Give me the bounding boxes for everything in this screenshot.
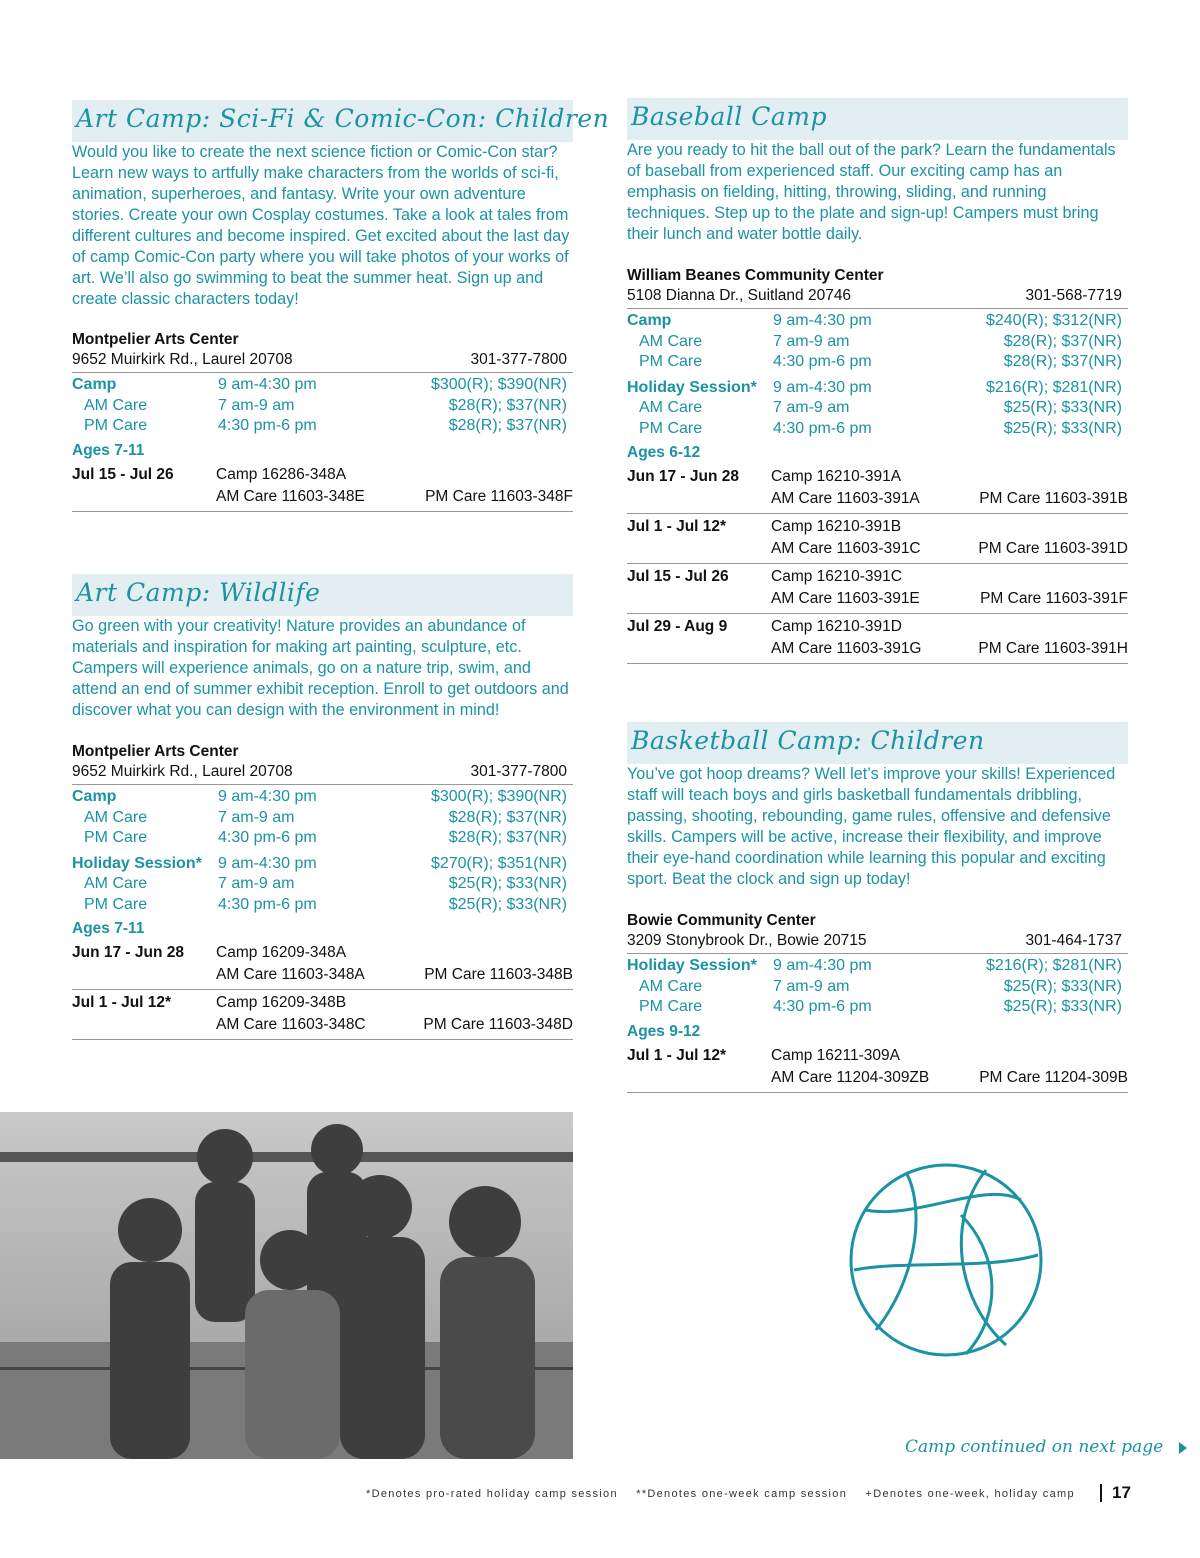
section-title-bar xyxy=(627,98,1128,140)
rate-label: AM Care xyxy=(639,977,703,995)
session-row xyxy=(627,514,1128,564)
session-camp-code: Camp 16210-391A xyxy=(771,468,902,485)
section-art-wildlife xyxy=(72,574,573,1040)
session-am-code: AM Care 11204-309ZB xyxy=(771,1068,930,1086)
session-am-code: AM Care 11603-348C xyxy=(216,1016,366,1033)
rate-label: PM Care xyxy=(639,353,703,370)
session-camp-code: Camp 16209-348B xyxy=(216,994,347,1011)
venue-address-line xyxy=(72,762,573,785)
venue-phone: 301-377-7800 xyxy=(470,351,567,368)
basketball-icon xyxy=(846,1160,1046,1360)
footnote: +Denotes one-week, holiday camp xyxy=(865,1488,1075,1500)
venue-phone: 301-568-7719 xyxy=(1025,287,1122,304)
rate-price: $240(R); $312(NR) xyxy=(985,312,1122,329)
venue-name: Montpelier Arts Center xyxy=(72,331,239,348)
rate-price: $25(R); $33(NR) xyxy=(1003,977,1122,995)
session-dates: Jul 29 - Aug 9 xyxy=(627,618,728,635)
rate-time: 7 am-9 am xyxy=(773,399,850,416)
ages-label: Ages 7-11 xyxy=(72,920,145,937)
rate-time: 4:30 pm-6 pm xyxy=(773,353,872,370)
rate-label: Holiday Session* xyxy=(627,957,757,974)
section-art-scifi xyxy=(72,100,610,512)
rate-row xyxy=(72,895,573,916)
rate-time: 9 am-4:30 pm xyxy=(773,312,872,329)
session-am-code: AM Care 11603-391C xyxy=(771,540,921,557)
session-dates: Jun 17 - Jun 28 xyxy=(627,468,739,485)
session-dates: Jun 17 - Jun 28 xyxy=(72,944,184,961)
ages-label: Ages 6-12 xyxy=(627,444,701,461)
rate-label: AM Care xyxy=(639,332,703,350)
triangle-right-icon xyxy=(1179,1442,1187,1454)
rate-price: $216(R); $281(NR) xyxy=(985,957,1122,974)
rate-row xyxy=(72,375,573,396)
rate-label: PM Care xyxy=(639,998,703,1015)
session-row xyxy=(627,564,1128,614)
rate-row xyxy=(627,352,1128,373)
session-am-code: AM Care 11603-391G xyxy=(771,640,922,657)
section-title: Art Camp: Sci-Fi & Comic-Con: Children xyxy=(76,104,610,133)
venue-address: 5108 Dianna Dr., Suitland 20746 xyxy=(627,287,852,304)
session-dates: Jul 1 - Jul 12* xyxy=(627,518,727,535)
rate-row xyxy=(627,311,1128,332)
rate-time: 9 am-4:30 pm xyxy=(218,788,317,805)
venue-name: Montpelier Arts Center xyxy=(72,743,239,760)
rate-label: Holiday Session* xyxy=(627,378,757,396)
session-row xyxy=(627,614,1128,664)
rate-price: $28(R); $37(NR) xyxy=(448,417,567,434)
rate-row xyxy=(72,416,573,437)
rate-price: $300(R); $390(NR) xyxy=(430,376,567,393)
session-row xyxy=(627,1043,1128,1093)
section-title-bar xyxy=(627,722,1128,764)
rates-table xyxy=(72,787,573,915)
venue-address: 9652 Muirkirk Rd., Laurel 20708 xyxy=(72,763,293,780)
rate-price: $216(R); $281(NR) xyxy=(985,378,1122,396)
venue-name: Bowie Community Center xyxy=(627,912,816,929)
session-am-code: AM Care 11603-348A xyxy=(216,966,365,983)
session-pm-code: PM Care 11603-391F xyxy=(980,590,1128,607)
rate-time: 4:30 pm-6 pm xyxy=(218,417,317,434)
venue-phone: 301-464-1737 xyxy=(1025,932,1122,949)
session-dates: Jul 15 - Jul 26 xyxy=(627,568,729,585)
rate-time: 4:30 pm-6 pm xyxy=(773,419,872,437)
rate-price: $25(R); $33(NR) xyxy=(1003,399,1122,416)
campers-photo xyxy=(0,1112,573,1459)
rate-price: $28(R); $37(NR) xyxy=(1003,332,1122,350)
venue-name: William Beanes Community Center xyxy=(627,267,884,284)
rate-row xyxy=(627,997,1128,1018)
section-description: Are you ready to hit the ball out of the park? Learn the fundamentals of baseball from experienced staff. Our exciting camp has an emphasis on fielding, hitting, throwing, sliding, and running techniques. Step up to the plate and sign-up! Campers must bring their lunch and water bottle daily. xyxy=(627,141,1116,243)
rate-time: 4:30 pm-6 pm xyxy=(773,998,872,1015)
rate-label: AM Care xyxy=(84,808,148,826)
rates-table xyxy=(627,311,1128,439)
rate-time: 7 am-9 am xyxy=(218,808,295,826)
section-title-bar xyxy=(72,100,610,142)
rate-label: Camp xyxy=(72,788,117,805)
rate-label: AM Care xyxy=(84,396,148,414)
rate-label: PM Care xyxy=(84,829,148,846)
session-dates: Jul 1 - Jul 12* xyxy=(72,994,172,1011)
session-camp-code: Camp 16210-391B xyxy=(771,518,902,535)
footnote: *Denotes pro-rated holiday camp session xyxy=(366,1488,618,1500)
rate-row xyxy=(72,787,573,808)
rate-time: 9 am-4:30 pm xyxy=(773,957,872,974)
continued-text: Camp continued on next page xyxy=(905,1437,1164,1457)
rate-row xyxy=(627,977,1128,998)
session-camp-code: Camp 16210-391D xyxy=(771,618,902,635)
section-description: Go green with your creativity! Nature provides an abundance of materials and inspiration for making art painting, sculpture, etc. Campers will experience animals, go on a nature trip, swim, and attend an end of summer exhibit reception. Enroll to get outdoors and discover what you can design with the environment in mind! xyxy=(72,617,569,719)
campers-photo-graphic xyxy=(0,1112,573,1459)
rate-price: $28(R); $37(NR) xyxy=(448,808,567,826)
rate-row xyxy=(627,378,1128,399)
venue-address-line xyxy=(72,350,573,373)
section-title-bar xyxy=(72,574,573,616)
rate-time: 9 am-4:30 pm xyxy=(773,378,872,396)
rate-price: $25(R); $33(NR) xyxy=(1003,998,1122,1015)
session-row xyxy=(72,990,573,1040)
session-pm-code: PM Care 11204-309B xyxy=(979,1068,1128,1086)
rate-time: 4:30 pm-6 pm xyxy=(218,829,317,846)
session-dates: Jul 15 - Jul 26 xyxy=(72,465,174,483)
session-pm-code: PM Care 11603-391D xyxy=(978,540,1128,557)
session-am-code: AM Care 11603-391E xyxy=(771,590,920,607)
rate-price: $25(R); $33(NR) xyxy=(448,895,567,913)
section-description: You’ve got hoop dreams? Well let’s improve your skills! Experienced staff will teach boys and girls basketball fundamentals dribbling, passing, shooting, rebounding, game rules, offensive and defensive skills. Campers will be active, increase their flexibility, and improve their eye-hand coordination while learning this popular and exciting sport. Beat the clock and sign up today! xyxy=(627,765,1116,888)
rate-label: PM Care xyxy=(84,417,148,434)
rate-row xyxy=(627,398,1128,419)
rate-row xyxy=(72,808,573,829)
rate-price: $28(R); $37(NR) xyxy=(448,396,567,414)
ages-label: Ages 7-11 xyxy=(72,441,145,459)
section-title: Art Camp: Wildlife xyxy=(76,578,321,607)
rate-row xyxy=(72,828,573,849)
session-row xyxy=(72,940,573,990)
page-number: 17 xyxy=(1100,1484,1131,1502)
session-camp-code: Camp 16286-348A xyxy=(216,465,347,483)
rate-time: 7 am-9 am xyxy=(773,332,850,350)
rate-time: 4:30 pm-6 pm xyxy=(218,895,317,913)
rate-row xyxy=(627,419,1128,440)
rate-price: $28(R); $37(NR) xyxy=(1003,353,1122,370)
section-title: Baseball Camp xyxy=(631,102,827,131)
rate-time: 7 am-9 am xyxy=(773,977,850,995)
section-basketball xyxy=(627,722,1128,1093)
venue-address: 9652 Muirkirk Rd., Laurel 20708 xyxy=(72,351,293,368)
rate-label: Camp xyxy=(72,376,117,393)
session-camp-code: Camp 16211-309A xyxy=(771,1046,900,1064)
rate-price: $300(R); $390(NR) xyxy=(430,788,567,805)
rate-time: 7 am-9 am xyxy=(218,396,295,414)
session-row xyxy=(72,462,573,512)
section-baseball xyxy=(627,98,1128,664)
rates-table xyxy=(72,375,573,437)
rate-label: PM Care xyxy=(639,419,703,437)
session-camp-code: Camp 16209-348A xyxy=(216,944,347,961)
venue-address-line xyxy=(627,931,1128,954)
rate-price: $25(R); $33(NR) xyxy=(448,875,567,892)
session-camp-code: Camp 16210-391C xyxy=(771,568,902,585)
rate-time: 7 am-9 am xyxy=(218,875,295,892)
rate-label: Holiday Session* xyxy=(72,854,202,872)
rates-table xyxy=(627,956,1128,1018)
session-pm-code: PM Care 11603-348D xyxy=(423,1016,573,1033)
session-pm-code: PM Care 11603-391H xyxy=(978,640,1128,657)
session-pm-code: PM Care 11603-391B xyxy=(979,490,1128,507)
session-pm-code: PM Care 11603-348B xyxy=(424,966,573,983)
section-description: Would you like to create the next science fiction or Comic-Con star? Learn new ways to artfully make characters from the worlds of sci-fi, animation, superheroes, and fantasy. Write your own adventure stories. Create your own Cosplay costumes. Take a look at tales from different cultures and become inspired. Get excited about the last day of camp Comic-Con party where you will take photos of your works of art. We’ll also go swimming to beat the summer heat. Sign up and create classic characters today! xyxy=(72,143,570,308)
rate-row xyxy=(627,332,1128,353)
rate-label: AM Care xyxy=(639,399,703,416)
continued-note xyxy=(905,1437,1187,1457)
session-dates: Jul 1 - Jul 12* xyxy=(627,1046,727,1064)
ages-label: Ages 9-12 xyxy=(627,1022,701,1040)
rate-price: $270(R); $351(NR) xyxy=(430,854,567,872)
session-am-code: AM Care 11603-391A xyxy=(771,490,920,507)
section-title: Basketball Camp: Children xyxy=(631,726,985,755)
rate-row xyxy=(72,396,573,417)
footnote: **Denotes one-week camp session xyxy=(636,1488,848,1500)
venue-address-line xyxy=(627,286,1128,309)
rate-label: PM Care xyxy=(84,895,148,913)
footnotes xyxy=(366,1488,1089,1500)
session-row xyxy=(627,464,1128,514)
rate-row xyxy=(72,854,573,875)
rate-price: $25(R); $33(NR) xyxy=(1003,419,1122,437)
venue-phone: 301-377-7800 xyxy=(470,763,567,780)
rate-price: $28(R); $37(NR) xyxy=(448,829,567,846)
rate-label: Camp xyxy=(627,312,672,329)
rate-row xyxy=(627,956,1128,977)
session-am-code: AM Care 11603-348E xyxy=(216,487,365,505)
rate-row xyxy=(72,874,573,895)
rate-label: AM Care xyxy=(84,875,148,892)
venue-address: 3209 Stonybrook Dr., Bowie 20715 xyxy=(627,932,867,949)
session-pm-code: PM Care 11603-348F xyxy=(425,487,573,505)
rate-time: 9 am-4:30 pm xyxy=(218,376,317,393)
rate-time: 9 am-4:30 pm xyxy=(218,854,317,872)
